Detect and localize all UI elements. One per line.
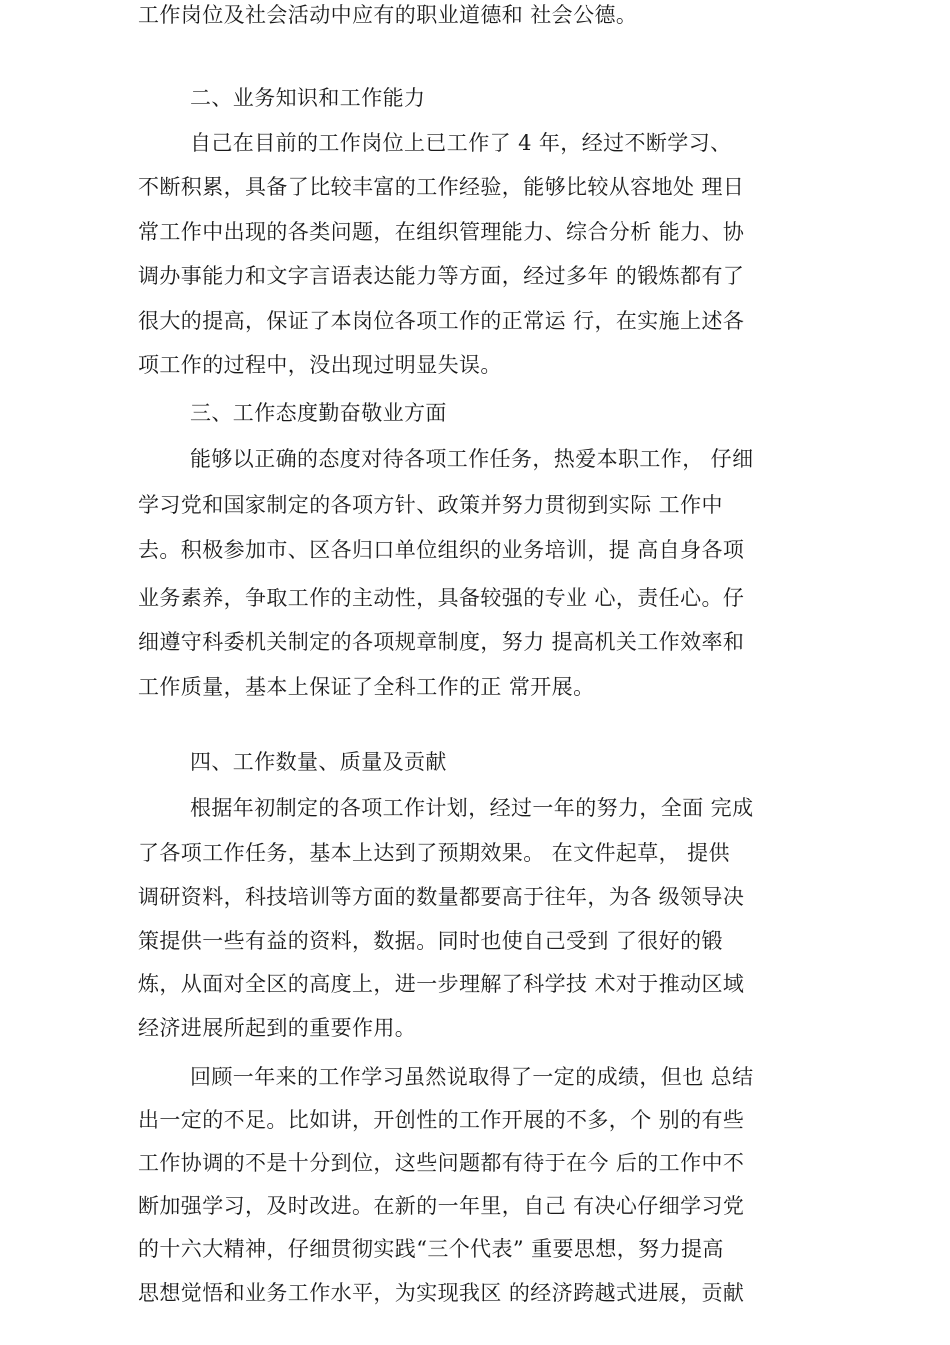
- section-heading: 二、业务知识和工作能力: [190, 86, 426, 110]
- text-line: 思想觉悟和业务工作水平，为实现我区 的经济跨越式进展，贡献: [138, 1281, 745, 1305]
- text-line: 自己在目前的工作岗位上已工作了 4 年，经过不断学习、: [190, 131, 732, 155]
- text-line: 调研资料，科技培训等方面的数量都要高于往年，为各 级领导决: [138, 885, 745, 909]
- text-line: 工作质量，基本上保证了全科工作的正 常开展。: [138, 675, 595, 699]
- text-line: 经济进展所起到的重要作用。: [138, 1016, 417, 1040]
- text-line: 调办事能力和文字言语表达能力等方面，经过多年 的锻炼都有了: [138, 264, 745, 288]
- text-line: 能够以正确的态度对待各项工作任务，热爱本职工作， 仔细: [190, 447, 754, 471]
- text-line: 很大的提高，保证了本岗位各项工作的正常运 行，在实施上述各: [138, 309, 745, 333]
- text-line: 细遵守科委机关制定的各项规章制度，努力 提高机关工作效率和: [138, 630, 745, 654]
- text-line: 项工作的过程中，没出现过明显失误。: [138, 353, 502, 377]
- text-line: 了各项工作任务，基本上达到了预期效果。 在文件起草， 提供: [138, 841, 730, 865]
- text-line: 工作协调的不是十分到位，这些问题都有待于在今 后的工作中不: [138, 1151, 745, 1175]
- text-line: 常工作中出现的各类问题，在组织管理能力、综合分析 能力、协: [138, 220, 745, 244]
- text-line: 断加强学习，及时改进。在新的一年里，自己 有决心仔细学习党: [138, 1194, 745, 1218]
- text-line: 学习党和国家制定的各项方针、政策并努力贯彻到实际 工作中: [138, 493, 723, 517]
- text-line: 不断积累，具备了比较丰富的工作经验，能够比较从容地处 理日: [138, 175, 745, 199]
- section-heading: 四、工作数量、质量及贡献: [190, 750, 447, 774]
- text-line: 去。积极参加市、区各归口单位组织的业务培训，提 高自身各项: [138, 538, 745, 562]
- text-line: 回顾一年来的工作学习虽然说取得了一定的成绩，但也 总结: [190, 1065, 754, 1089]
- text-line: 根据年初制定的各项工作计划，经过一年的努力，全面 完成: [190, 796, 754, 820]
- text-line: 出一定的不足。比如讲，开创性的工作开展的不多，个 别的有些: [138, 1108, 745, 1132]
- text-line: 业务素养，争取工作的主动性，具备较强的专业 心，责任心。仔: [138, 586, 745, 610]
- text-line: 工作岗位及社会活动中应有的职业道德和 社会公德。: [138, 3, 638, 27]
- text-line: 策提供一些有益的资料，数据。同时也使自己受到 了很好的锻: [138, 929, 723, 953]
- text-line: 的十六大精神，仔细贯彻实践“三个代表” 重要思想，努力提高: [138, 1237, 724, 1261]
- section-heading: 三、工作态度勤奋敬业方面: [190, 401, 447, 425]
- text-line: 炼，从面对全区的高度上，进一步理解了科学技 术对于推动区域: [138, 972, 745, 996]
